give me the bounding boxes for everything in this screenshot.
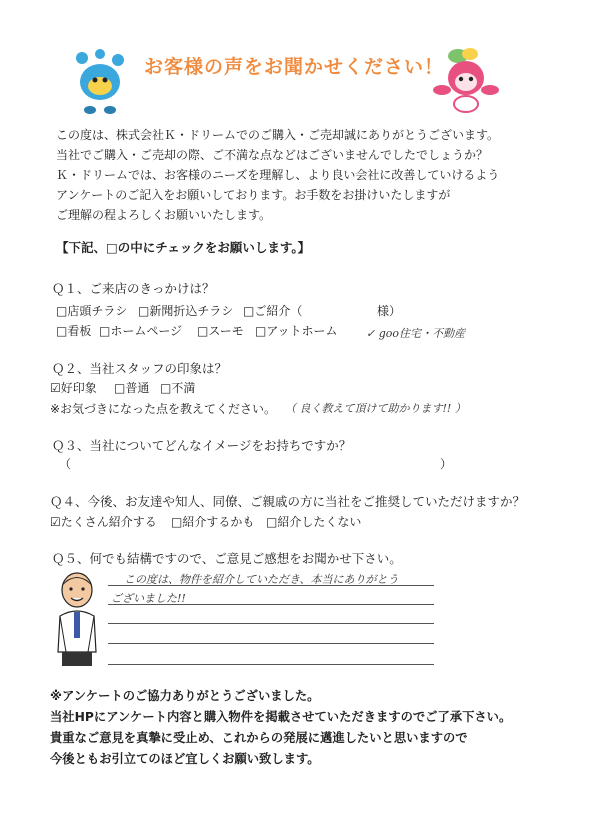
staff-avatar	[52, 572, 102, 668]
q3-close-paren: ）	[440, 457, 453, 471]
q3-open-paren: （	[59, 457, 72, 471]
footer-line: ※アンケートのご協力ありがとうございました。	[50, 689, 320, 703]
q2-option-dissatisfied[interactable]: □不満	[160, 381, 196, 395]
q1-question: Ｑ１、ご来店のきっかけは？	[52, 281, 215, 296]
intro-text	[56, 125, 499, 225]
q2-option-average[interactable]: □普通	[114, 381, 150, 395]
q1-handwritten-answer: ✓ goo住宅・不動産	[366, 327, 465, 340]
q4-option-recommend-many[interactable]: ☑たくさん紹介する	[50, 515, 157, 529]
q1-option-athome[interactable]: □アットホーム	[255, 324, 338, 338]
footer-notes	[50, 686, 511, 770]
instruction: 【下記、□の中にチェックをお願いします。】	[56, 240, 311, 255]
q2-question: Ｑ２、当社スタッフの印象は？	[52, 361, 228, 376]
q1-option-referral[interactable]: □ご紹介（	[243, 304, 303, 318]
q1-referral-suffix: 様）	[377, 304, 402, 318]
footer-line: 当社HPにアンケート内容と購入物件を掲載させていただきますのでご了承下さい。	[50, 710, 512, 724]
q1-option-newspaper-insert[interactable]: □新聞折込チラシ	[138, 304, 234, 318]
q1-option-signboard[interactable]: □看板	[56, 324, 92, 338]
footer-line: 貴重なご意見を真摯に受止め、これからの発展に邁進したいと思いますので	[50, 731, 468, 745]
q4-option-not-recommend[interactable]: □紹介したくない	[266, 515, 362, 529]
q1-option-homepage[interactable]: □ホームページ	[99, 324, 183, 338]
q4-question: Ｑ４、今後、お友達や知人、同僚、ご親戚の方に当社をご推奨していただけますか？	[50, 494, 526, 509]
q2-handwritten-answer: （ 良く教えて頂けて助かります!! ）	[285, 402, 466, 415]
pink-mascot-icon	[428, 46, 504, 118]
q2-note-label: ※お気づきになった点を教えてください。	[50, 402, 277, 416]
q5-answer-line	[108, 623, 434, 624]
q2-option-good-impression[interactable]: ☑好印象	[50, 381, 97, 395]
q5-handwritten-line: この度は、物件を紹介していただき、本当にありがとう	[124, 573, 399, 586]
intro-line: ご理解の程よろしくお願いいたします。	[56, 208, 272, 222]
q5-handwritten-line: ございました!!	[111, 592, 186, 605]
q5-answer-line	[108, 664, 434, 665]
q1-option-suumo[interactable]: □スーモ	[197, 324, 244, 338]
intro-line: この度は、株式会社Ｋ・ドリームでのご購入・ご売却誠にありがとうございます。	[56, 128, 500, 142]
blue-mascot-icon	[70, 48, 130, 118]
intro-line: Ｋ・ドリームでは、お客様のニーズを理解し、より良い会社に改善していけるよう	[56, 168, 500, 182]
q5-answer-line	[108, 643, 434, 644]
q3-question: Ｑ３、当社についてどんなイメージをお持ちですか？	[52, 438, 352, 453]
intro-line: アンケートのご記入をお願いしております。お手数をお掛けいたしますが	[56, 188, 451, 202]
footer-line: 今後ともお引立てのほど宜しくお願い致します。	[50, 752, 320, 766]
q5-question: Ｑ５、何でも結構ですので、ご意見ご感想をお聞かせ下さい。	[52, 551, 402, 566]
q4-option-might-recommend[interactable]: □紹介するかも	[171, 515, 255, 529]
q1-option-storefront-flyer[interactable]: □店頭チラシ	[56, 304, 128, 318]
page-title: お客様の声をお聞かせください！	[144, 56, 445, 78]
intro-line: 当社でご購入・ご売却の際、ご不満な点などはございませんでしたでしょうか？	[56, 148, 489, 162]
